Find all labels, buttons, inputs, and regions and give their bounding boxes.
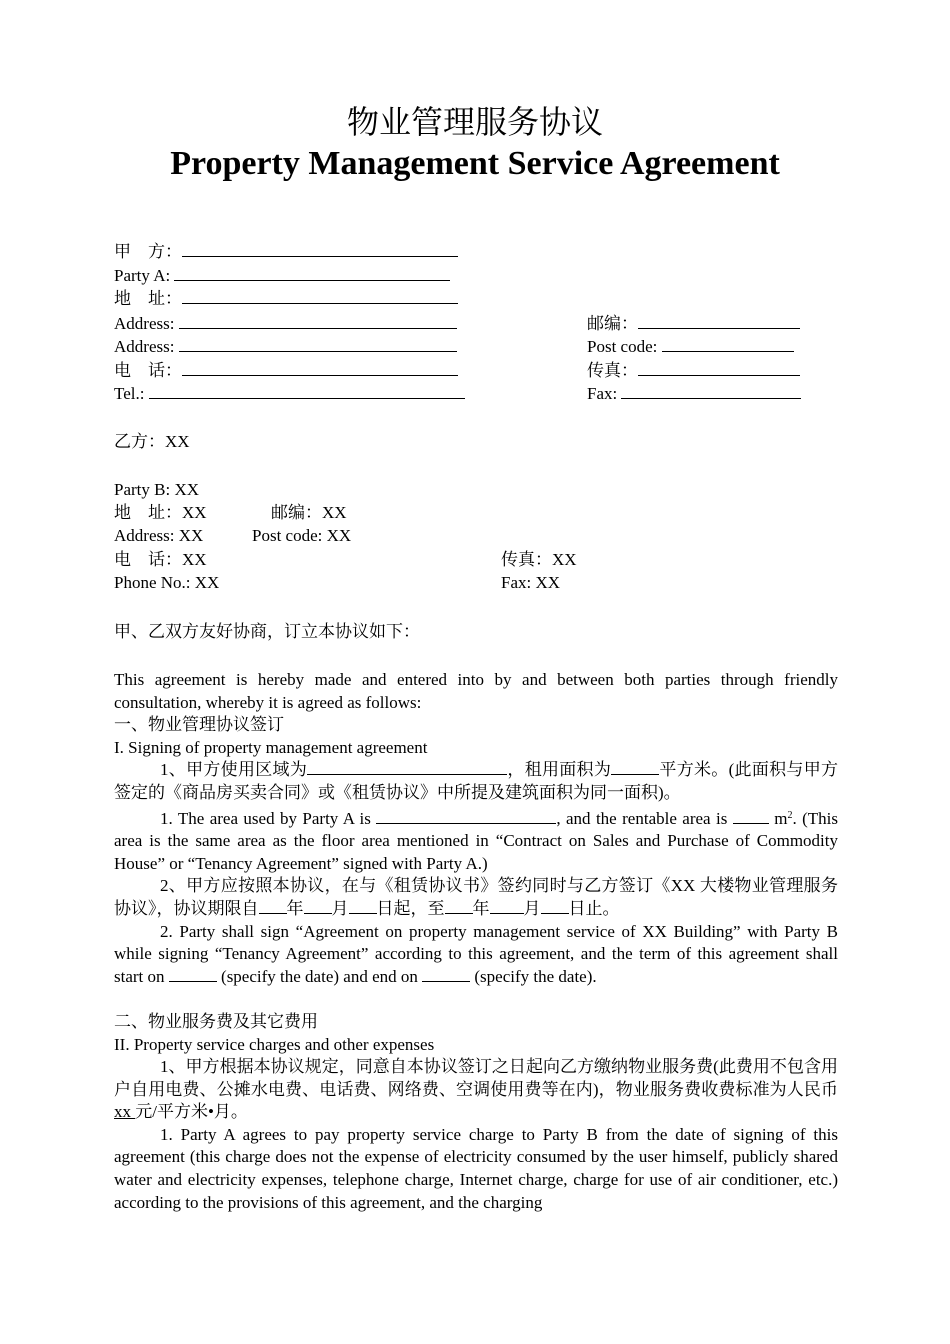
start-date-blank-en[interactable] — [169, 966, 217, 982]
address-a-cn-blank[interactable] — [182, 287, 458, 304]
s1p2-en-b: (specify the date) and end on — [221, 966, 418, 986]
area-used-blank-cn[interactable] — [307, 759, 507, 775]
area-used-blank-en[interactable] — [376, 808, 556, 824]
s2p1-cn-a: 1、甲方根据本协议规定，同意自本协议签订之日起向乙方缴纳物业服务费(此费用不包含用户自用电费、公摊水电费、电话费、网络费、空调使用费等在内)，物业服务费收费标准为人民币 — [114, 1057, 838, 1099]
end-year-blank[interactable] — [445, 898, 473, 914]
s1p1-en-sup: 2 — [787, 809, 793, 821]
start-day-blank[interactable] — [349, 898, 377, 914]
fax-a-en-label: Fax: — [587, 384, 618, 403]
s1p2-cn-month-1: 月 — [331, 898, 349, 918]
s1p2-cn-from: 日起，至 — [376, 898, 445, 918]
party-b-cn: 乙方：XX — [114, 432, 190, 451]
tel-a-cn-blank[interactable] — [182, 359, 458, 376]
address-b-en: Address: XX — [114, 526, 204, 545]
tel-a-en-label: Tel.: — [114, 384, 145, 403]
postcode-a-en-blank[interactable] — [662, 335, 794, 352]
party-b-en: Party B: XX — [114, 480, 199, 499]
title-chinese: 物业管理服务协议 — [346, 104, 603, 140]
section2-heading-en: II. Property service charges and other expenses — [114, 1034, 435, 1054]
party-a-en-label: Party A: — [114, 266, 171, 285]
section1-heading-cn: 一、物业管理协议签订 — [114, 715, 284, 735]
phone-b-en: Phone No.: XX — [114, 573, 220, 592]
address-a-en-label: Address: — [114, 314, 175, 333]
rentable-area-blank-en[interactable] — [733, 808, 769, 824]
s2p1-cn-b: 元/平方米•月。 — [135, 1102, 248, 1122]
s1p2-cn-to: 日止。 — [568, 898, 620, 918]
fax-a-cn-blank[interactable] — [638, 359, 800, 376]
intro-cn: 甲、乙双方友好协商，订立本协议如下： — [114, 622, 420, 641]
fax-a-cn-row — [587, 359, 800, 382]
party-a-cn-label: 甲 方： — [114, 242, 182, 261]
section2-heading-cn: 二、物业服务费及其它费用 — [114, 1011, 318, 1031]
section1-p1-en — [114, 805, 838, 876]
postcode-a-cn-blank[interactable] — [638, 312, 800, 329]
postcode-a-en-label: Post code: — [587, 337, 658, 356]
section1-p2-cn — [114, 875, 838, 920]
tel-a-en-blank[interactable] — [149, 382, 465, 399]
address-a-cn-row — [114, 287, 458, 310]
section1-heading-en: I. Signing of property management agreement — [114, 737, 428, 757]
tel-a-cn-row — [114, 359, 458, 382]
end-date-blank-en[interactable] — [422, 966, 470, 982]
postcode-a-cn-row — [587, 312, 800, 335]
party-a-cn-row — [114, 240, 458, 263]
s1p2-cn-year-2: 年 — [472, 898, 490, 918]
s1p2-cn-a: 2、甲方应按照本协议，在与《租赁协议书》签约同时与乙方签订《XX 大楼物业管理服务协议》，协议期限自 — [114, 876, 838, 918]
s1p2-cn-year-1: 年 — [286, 898, 304, 918]
document-body — [114, 669, 838, 1214]
s1p1-cn-b: ，租用面积为 — [507, 760, 612, 780]
spacer — [114, 988, 838, 1011]
section2-p1-en: 1. Party A agrees to pay property service charge to Party B from the date of signing of this agreement (this charge does not the expense of electricity consumed by the user himself, publicly shared water and electricity expenses, telephone charge, Internet charge, charge for use of air conditioner, etc.) according to the provisions of this agreement, and the charging — [114, 1124, 838, 1212]
fax-a-en-blank[interactable] — [621, 382, 801, 399]
postcode-a-en-row — [587, 335, 794, 358]
section1-p1-cn — [114, 759, 838, 804]
party-a-en-blank[interactable] — [174, 264, 450, 281]
start-month-blank[interactable] — [304, 898, 332, 914]
fax-b-en: Fax: XX — [501, 573, 561, 592]
address-a-en2-label: Address: — [114, 337, 175, 356]
section1-p2-en — [114, 921, 838, 989]
fax-b-cn: 传真：XX — [501, 550, 577, 569]
s1p1-en-a: 1. The area used by Party A is — [160, 808, 371, 828]
start-year-blank[interactable] — [259, 898, 287, 914]
s1p1-cn-c: 平方米。(此面积与甲方签定的《商品房买卖合同》或《租赁协议》中所提及建筑面积为同一面积)。 — [114, 760, 838, 802]
address-a-cn-label: 地 址： — [114, 289, 182, 308]
rentable-area-blank-cn[interactable] — [611, 759, 659, 775]
s1p2-en-c: (specify the date). — [474, 966, 597, 986]
address-b-cn: 地 址：XX — [114, 503, 207, 522]
party-a-en-row — [114, 264, 450, 287]
tel-a-en-row — [114, 382, 465, 405]
address-a-en2-blank[interactable] — [179, 335, 457, 352]
postcode-a-cn-label: 邮编： — [587, 314, 638, 333]
s1p1-cn-a: 1、甲方使用区域为 — [160, 760, 308, 780]
fee-rate-value: xx — [114, 1102, 136, 1122]
fax-a-cn-label: 传真： — [587, 361, 638, 380]
address-a-en-row — [114, 312, 457, 335]
s1p1-en-d: . (This area is the same area as the floor area mentioned in “Contract on Sales and Purchase of Commodity House” or “Tenancy Agreement” signed with Party A.) — [114, 808, 838, 873]
end-day-blank[interactable] — [541, 898, 569, 914]
party-a-cn-blank[interactable] — [182, 240, 458, 257]
section2-p1-cn — [114, 1056, 838, 1124]
address-a-en-blank[interactable] — [179, 312, 457, 329]
tel-b-cn: 电 话：XX — [114, 550, 207, 569]
end-month-blank[interactable] — [490, 898, 524, 914]
s1p1-en-b: , and the rentable area is — [556, 808, 728, 828]
tel-a-cn-label: 电 话： — [114, 361, 182, 380]
postcode-b-en: Post code: XX — [252, 526, 352, 545]
address-a-en2-row — [114, 335, 457, 358]
title-english: Property Management Service Agreement — [170, 145, 780, 182]
fax-a-en-row — [587, 382, 801, 405]
intro-en: This agreement is hereby made and entered into by and between both parties through friendly consultation, whereby it is agreed as follows: — [114, 670, 838, 712]
postcode-b-cn: 邮编：XX — [271, 503, 347, 522]
s1p1-en-c: m — [774, 808, 788, 828]
s1p2-en-a: 2. Party shall sign “Agreement on property management service of XX Building” with Party B while signing “Tenancy Agreement” according to this agreement, and the term of this agreement shall start on — [114, 921, 838, 986]
s1p2-cn-month-2: 月 — [523, 898, 541, 918]
